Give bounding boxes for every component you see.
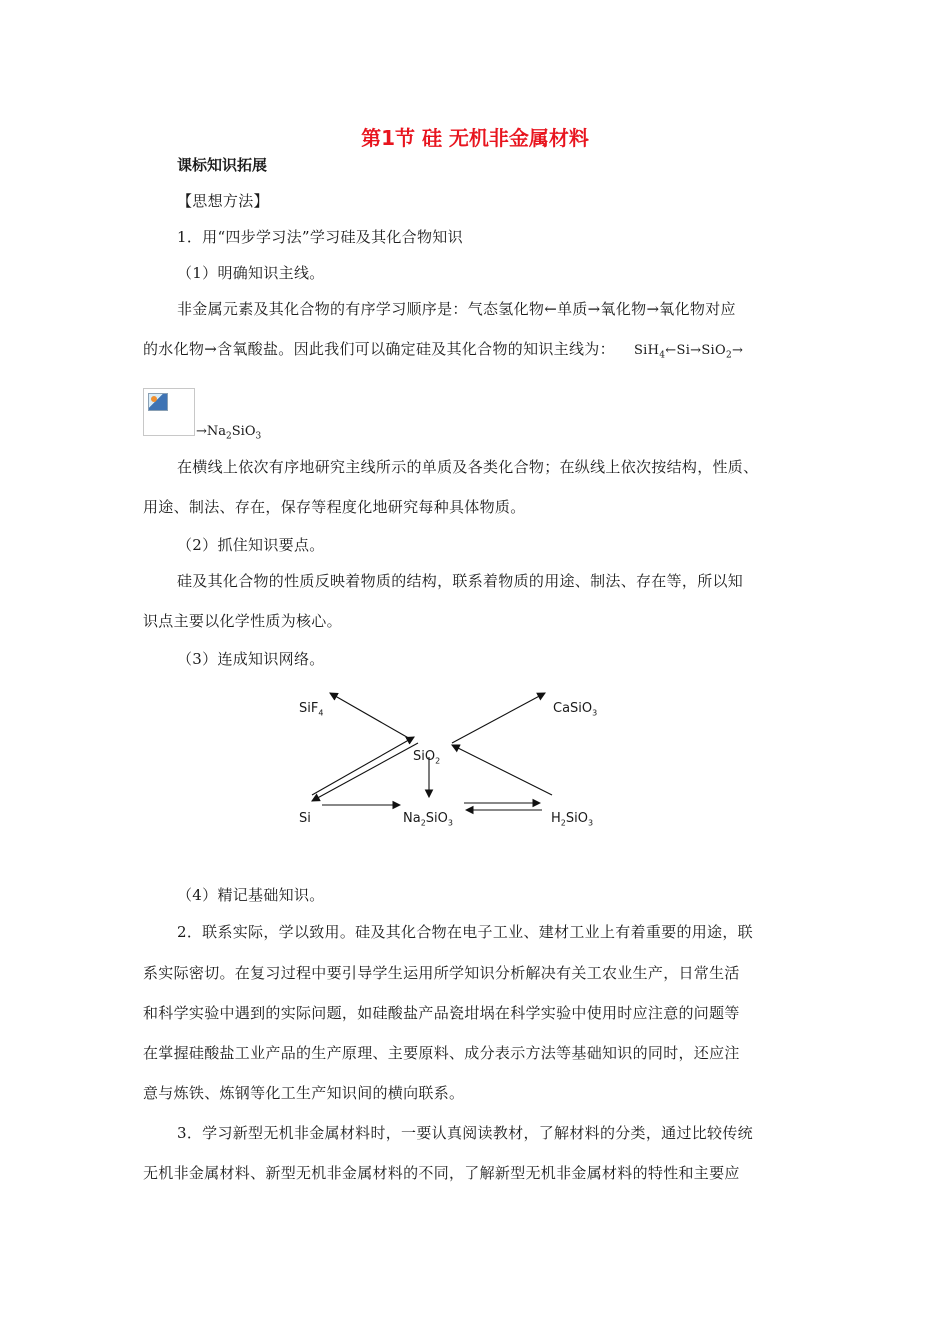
paragraph-3-line-1: 非金属元素及其化合物的有序学习顺序是：气态氢化物←单质→氧化物→氧化物对应 (177, 300, 736, 318)
sun-icon (151, 396, 157, 402)
label-na2sio3 (403, 811, 453, 828)
paragraph-5: （2）抓住知识要点。 (177, 536, 325, 554)
arrow-sio2-to-sif4 (330, 693, 412, 740)
na-text: Na (403, 811, 421, 826)
chain-formula-2 (196, 424, 261, 442)
paragraph-9-line-3: 和科学实验中遇到的实际问题，如硅酸盐产品瓷坩埚在科学实验中使用时应注意的问题等 (143, 1004, 740, 1022)
sif-text: SiF (299, 701, 319, 716)
na-mid: SiO (425, 811, 448, 826)
label-casio3 (553, 701, 597, 718)
chain-arrow: → (732, 343, 744, 358)
sio-text: SiO (413, 749, 436, 764)
na-sub1: 2 (420, 818, 426, 828)
paragraph-7: （3）连成知识网络。 (177, 650, 325, 668)
label-h2sio3 (551, 811, 593, 828)
arrow-sio2-to-si (312, 743, 418, 801)
h-text: H (551, 811, 561, 826)
paragraph-9-line-5: 意与炼铁、炼钢等化工生产知识间的横向联系。 (143, 1084, 465, 1102)
paragraph-6-line-1: 硅及其化合物的性质反映着物质的结构，联系着物质的用途、制法、存在等，所以知 (177, 572, 744, 590)
paragraph-3-line-2 (143, 338, 743, 361)
arrow-h2sio3-to-sio2 (452, 745, 552, 795)
chain-si-sub: 2 (725, 350, 732, 361)
sif-sub: 4 (318, 708, 324, 718)
subheading: 【思想方法】 (177, 192, 269, 210)
paragraph-10-line-1: 3．学习新型无机非金属材料时，一要认真阅读教材，了解材料的分类，通过比较传统 (177, 1124, 753, 1142)
label-sif4 (299, 701, 323, 718)
label-sio2 (413, 749, 440, 766)
paragraph-6-line-2: 识点主要以化学性质为核心。 (143, 612, 342, 630)
paragraph-1: 1．用“四步学习法”学习硅及其化合物知识 (177, 228, 463, 246)
casio-text: CaSiO (553, 701, 593, 716)
casio-sub: 3 (592, 708, 598, 718)
paragraph-10-line-2: 无机非金属材料、新型无机非金属材料的不同，了解新型无机非金属材料的特性和主要应 (143, 1164, 740, 1182)
paragraph-4-line-1: 在横线上依次有序地研究主线所示的单质及各类化合物；在纵线上依次按结构，性质、 (177, 458, 759, 476)
paragraph-9-line-1: 2．联系实际，学以致用。硅及其化合物在电子工业、建材工业上有着重要的用途，联 (177, 923, 753, 941)
image-icon (148, 393, 168, 411)
chain-sih-sub: 4 (659, 350, 666, 361)
broken-image-placeholder (143, 388, 195, 436)
arrow-sio2-to-casio3 (452, 693, 545, 743)
chain2-sub2: 3 (255, 431, 262, 442)
paragraph-4-line-2: 用途、制法、存在，保存等程度化地研究每种具体物质。 (143, 498, 526, 516)
paragraph-9-line-2: 系实际密切。在复习过程中要引导学生运用所学知识分析解决有关工农业生产，日常生活 (143, 964, 740, 982)
paragraph-8: （4）精记基础知识。 (177, 886, 325, 904)
chain-sih: SiH (633, 343, 660, 358)
sio-sub: 2 (435, 756, 441, 766)
knowledge-network-diagram (290, 685, 610, 835)
chain-si: ←Si→SiO (665, 343, 726, 358)
section-heading: 课标知识拓展 (177, 156, 268, 174)
h-mid: SiO (565, 811, 588, 826)
chain-formula (633, 343, 744, 361)
paragraph-9-line-4: 在掌握硅酸盐工业产品的生产原理、主要原料、成分表示方法等基础知识的同时，还应注 (143, 1044, 740, 1062)
chain2-prefix: →Na (196, 424, 227, 439)
chain2-sub1: 2 (226, 431, 232, 442)
h-sub1: 2 (560, 818, 566, 828)
na-sub2: 3 (447, 818, 453, 828)
h-sub2: 3 (587, 818, 594, 828)
paragraph-3-text: 的水化物→含氧酸盐。因此我们可以确定硅及其化合物的知识主线为： (143, 340, 615, 358)
chain2-mid: SiO (231, 424, 256, 439)
label-si: Si (299, 811, 311, 826)
arrow-si-to-sio2 (312, 737, 414, 795)
paragraph-2: （1）明确知识主线。 (177, 264, 325, 282)
page-title: 第1节 硅 无机非金属材料 (361, 126, 589, 150)
